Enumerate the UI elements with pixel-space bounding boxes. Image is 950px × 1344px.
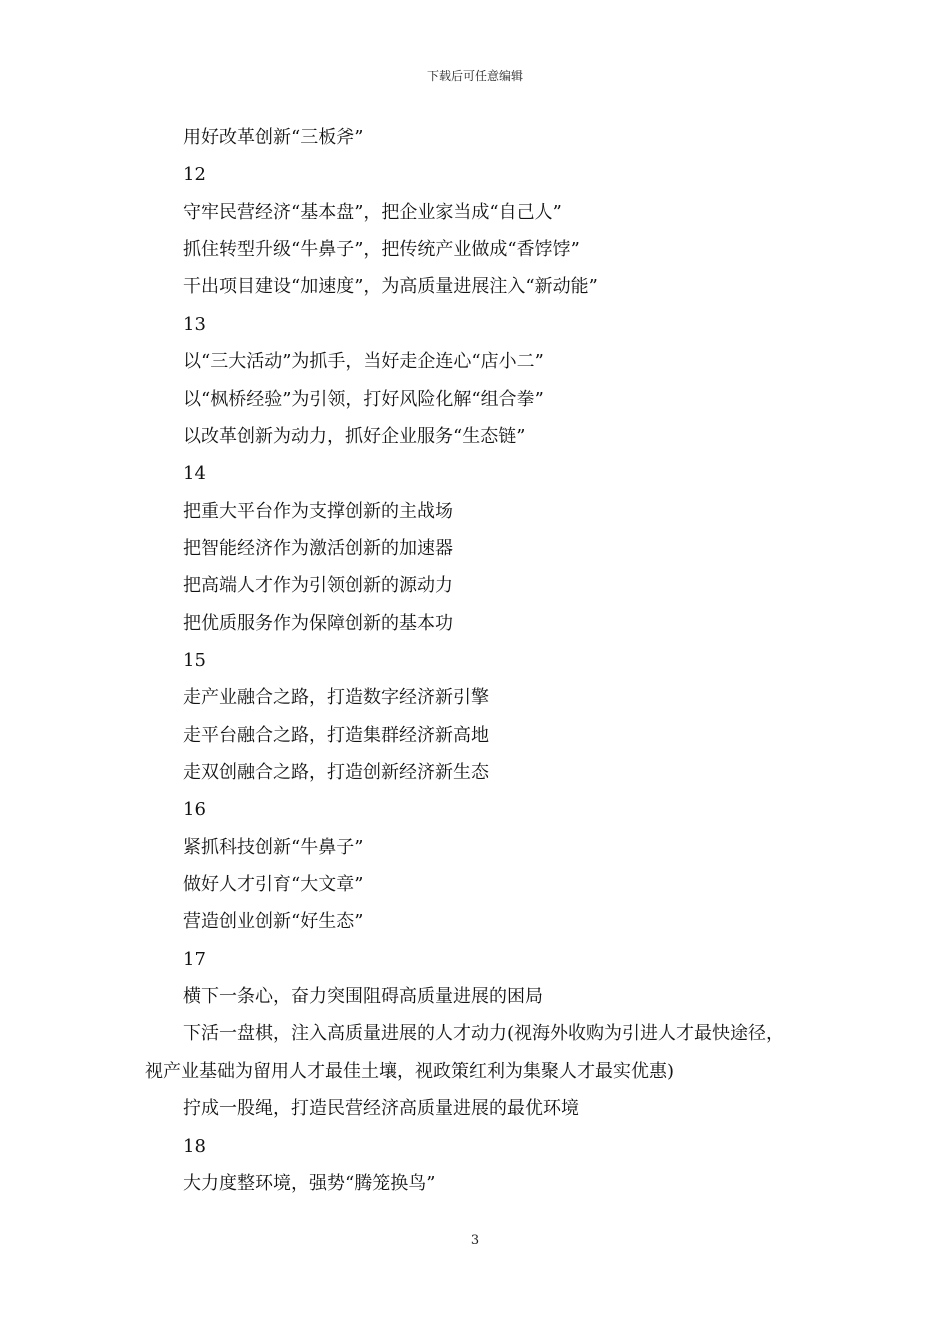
text-line: 走平台融合之路，打造集群经济新高地	[183, 725, 489, 746]
page-number: 3	[470, 1233, 480, 1248]
text-line: 把重大平台作为支撑创新的主战场	[183, 501, 453, 522]
section-number: 14	[183, 463, 206, 484]
section-number: 18	[183, 1136, 206, 1157]
text-line: 大力度整环境，强势“腾笼换鸟”	[183, 1173, 436, 1194]
section-number: 13	[183, 314, 206, 335]
text-line: 干出项目建设“加速度”，为高质量进展注入“新动能”	[183, 276, 598, 297]
text-line: 用好改革创新“三板斧”	[183, 127, 364, 148]
text-line: 守牢民营经济“基本盘”，把企业家当成“自己人”	[183, 202, 562, 223]
text-line: 横下一条心，奋力突围阻碍高质量进展的困局	[183, 986, 543, 1007]
text-line-continuation: 视产业基础为留用人才最佳土壤，视政策红利为集聚人才最实优惠)	[145, 1061, 675, 1082]
text-line: 以“三大活动”为抓手，当好走企连心“店小二”	[183, 351, 544, 372]
text-line: 抓住转型升级“牛鼻子”，把传统产业做成“香饽饽”	[183, 239, 580, 260]
section-number: 15	[183, 650, 206, 671]
page-header: 下载后可任意编辑	[426, 69, 523, 83]
section-number: 17	[183, 949, 206, 970]
text-line: 走产业融合之路，打造数字经济新引擎	[183, 687, 489, 708]
text-line: 紧抓科技创新“牛鼻子”	[183, 837, 364, 858]
text-line: 下活一盘棋，注入高质量进展的人才动力(视海外收购为引进人才最快途径，	[183, 1023, 785, 1044]
text-line: 走双创融合之路，打造创新经济新生态	[183, 762, 489, 783]
section-number: 12	[183, 164, 206, 185]
text-line: 营造创业创新“好生态”	[183, 911, 364, 932]
text-line: 以改革创新为动力，抓好企业服务“生态链”	[183, 426, 526, 447]
text-line: 把优质服务作为保障创新的基本功	[183, 613, 453, 634]
text-line: 拧成一股绳，打造民营经济高质量进展的最优环境	[183, 1098, 579, 1119]
text-line: 做好人才引育“大文章”	[183, 874, 364, 895]
text-line: 把智能经济作为激活创新的加速器	[183, 538, 453, 559]
section-number: 16	[183, 799, 206, 820]
text-line: 把高端人才作为引领创新的源动力	[183, 575, 453, 596]
text-line: 以“枫桥经验”为引领，打好风险化解“组合拳”	[183, 389, 544, 410]
